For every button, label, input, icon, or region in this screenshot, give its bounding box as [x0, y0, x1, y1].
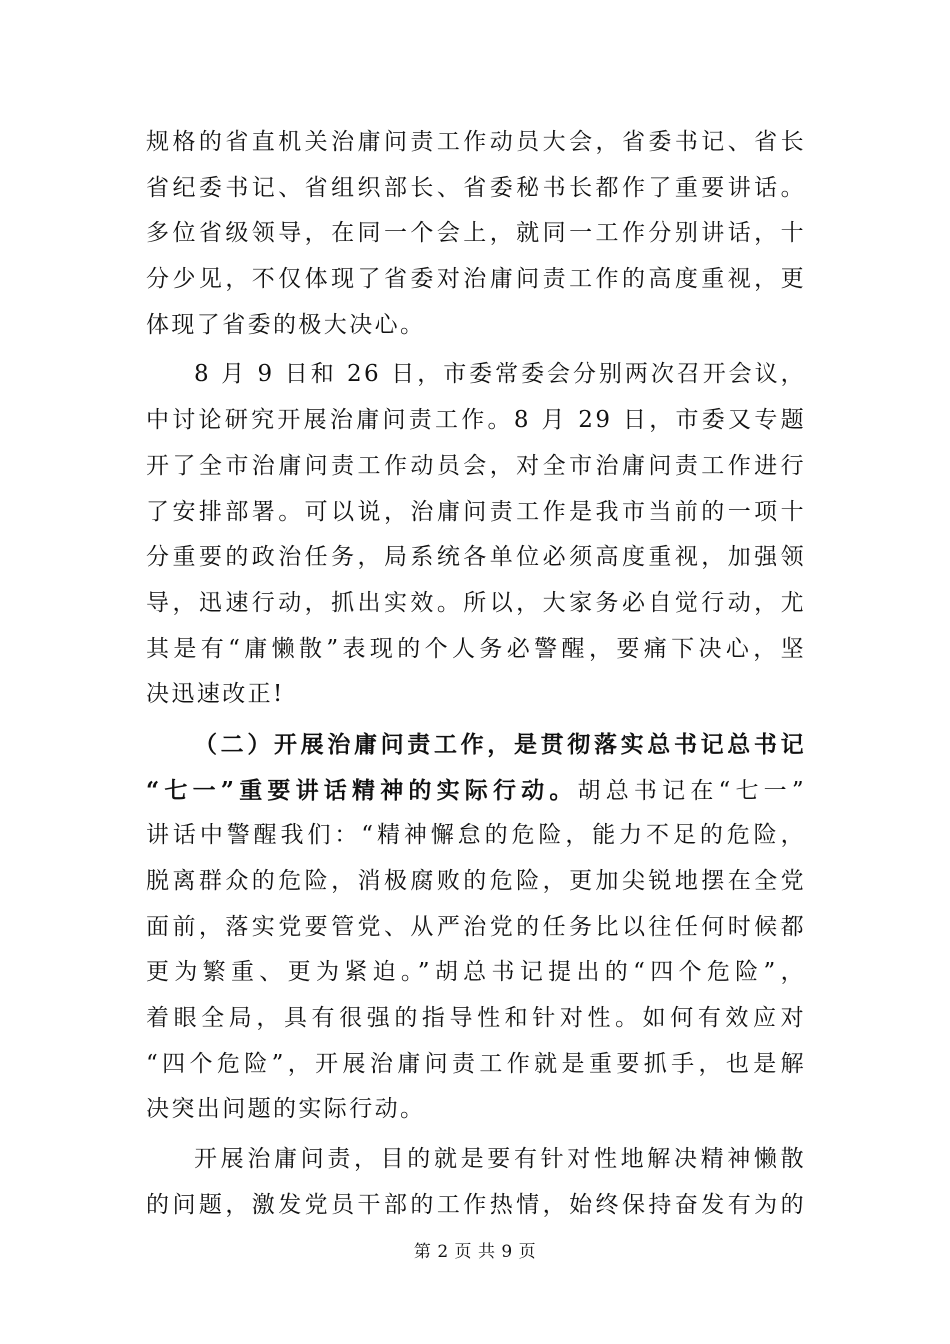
page-number-footer: 第 2 页 共 9 页: [413, 1242, 537, 1262]
document-body: [146, 120, 806, 1229]
text-line: 分少见，不仅体现了省委对治庸问责工作的高度重视，更: [146, 266, 806, 293]
text-fragment: 胡总书记在“七一”: [577, 777, 806, 804]
text-line: 分重要的政治任务，局系统各单位必须高度重视，加强领: [146, 544, 806, 571]
text-line: 了安排部署。可以说，治庸问责工作是我市当前的一项十: [146, 498, 806, 525]
text-line: 多位省级领导，在同一个会上，就同一工作分别讲话，十: [146, 220, 806, 247]
text-line: 省纪委书记、省组织部长、省委秘书长都作了重要讲话。: [146, 174, 806, 201]
text-line: 决突出问题的实际行动。: [146, 1096, 426, 1123]
paragraph-4: [146, 1137, 806, 1228]
text-line: 开展治庸问责，目的就是要有针对性地解决精神懒散: [194, 1146, 806, 1173]
text-line: 脱离群众的危险，消极腐败的危险，更加尖锐地摆在全党: [146, 868, 806, 894]
text-line: 更为繁重、更为紧迫。”胡总书记提出的“四个危险”，: [146, 959, 806, 986]
text-line: 决迅速改正!: [146, 681, 285, 708]
text-line: 的问题，激发党员干部的工作热情，始终保持奋发有为的: [146, 1191, 806, 1218]
text-line: [146, 768, 806, 814]
text-line: 导，迅速行动，抓出实效。所以，大家务必自觉行动，尤: [146, 589, 806, 616]
text-line: 开了全市治庸问责工作动员会，对全市治庸问责工作进行: [146, 452, 806, 479]
section-heading: （二）开展治庸问责工作，是贯彻落实总书记总书记: [194, 730, 806, 758]
text-line: 讲话中警醒我们：“精神懈怠的危险，能力不足的危险，: [146, 822, 806, 849]
paragraph-2: [146, 352, 806, 718]
section-heading-continued: “七一”重要讲话精神的实际行动。: [146, 776, 578, 804]
text-line: “四个危险”，开展治庸问责工作就是重要抓手，也是解: [146, 1050, 806, 1077]
paragraph-3: [146, 722, 806, 1133]
text-line: 8 月 9 日和 26 日，市委常委会分别两次召开会议，: [194, 361, 806, 388]
text-line: 体现了省委的极大决心。: [146, 311, 426, 338]
text-line: 着眼全局，具有很强的指导性和针对性。如何有效应对: [146, 1005, 806, 1032]
paragraph-1: [146, 120, 806, 348]
text-line: 规格的省直机关治庸问责工作动员大会，省委书记、省长: [146, 129, 806, 155]
text-line: 中讨论研究开展治庸问责工作。8 月 29 日，市委又专题: [146, 407, 806, 434]
text-line: 其是有“庸懒散”表现的个人务必警醒，要痛下决心，坚: [146, 635, 806, 662]
text-line: 面前，落实党要管党、从严治党的任务比以往任何时候都: [146, 913, 806, 940]
